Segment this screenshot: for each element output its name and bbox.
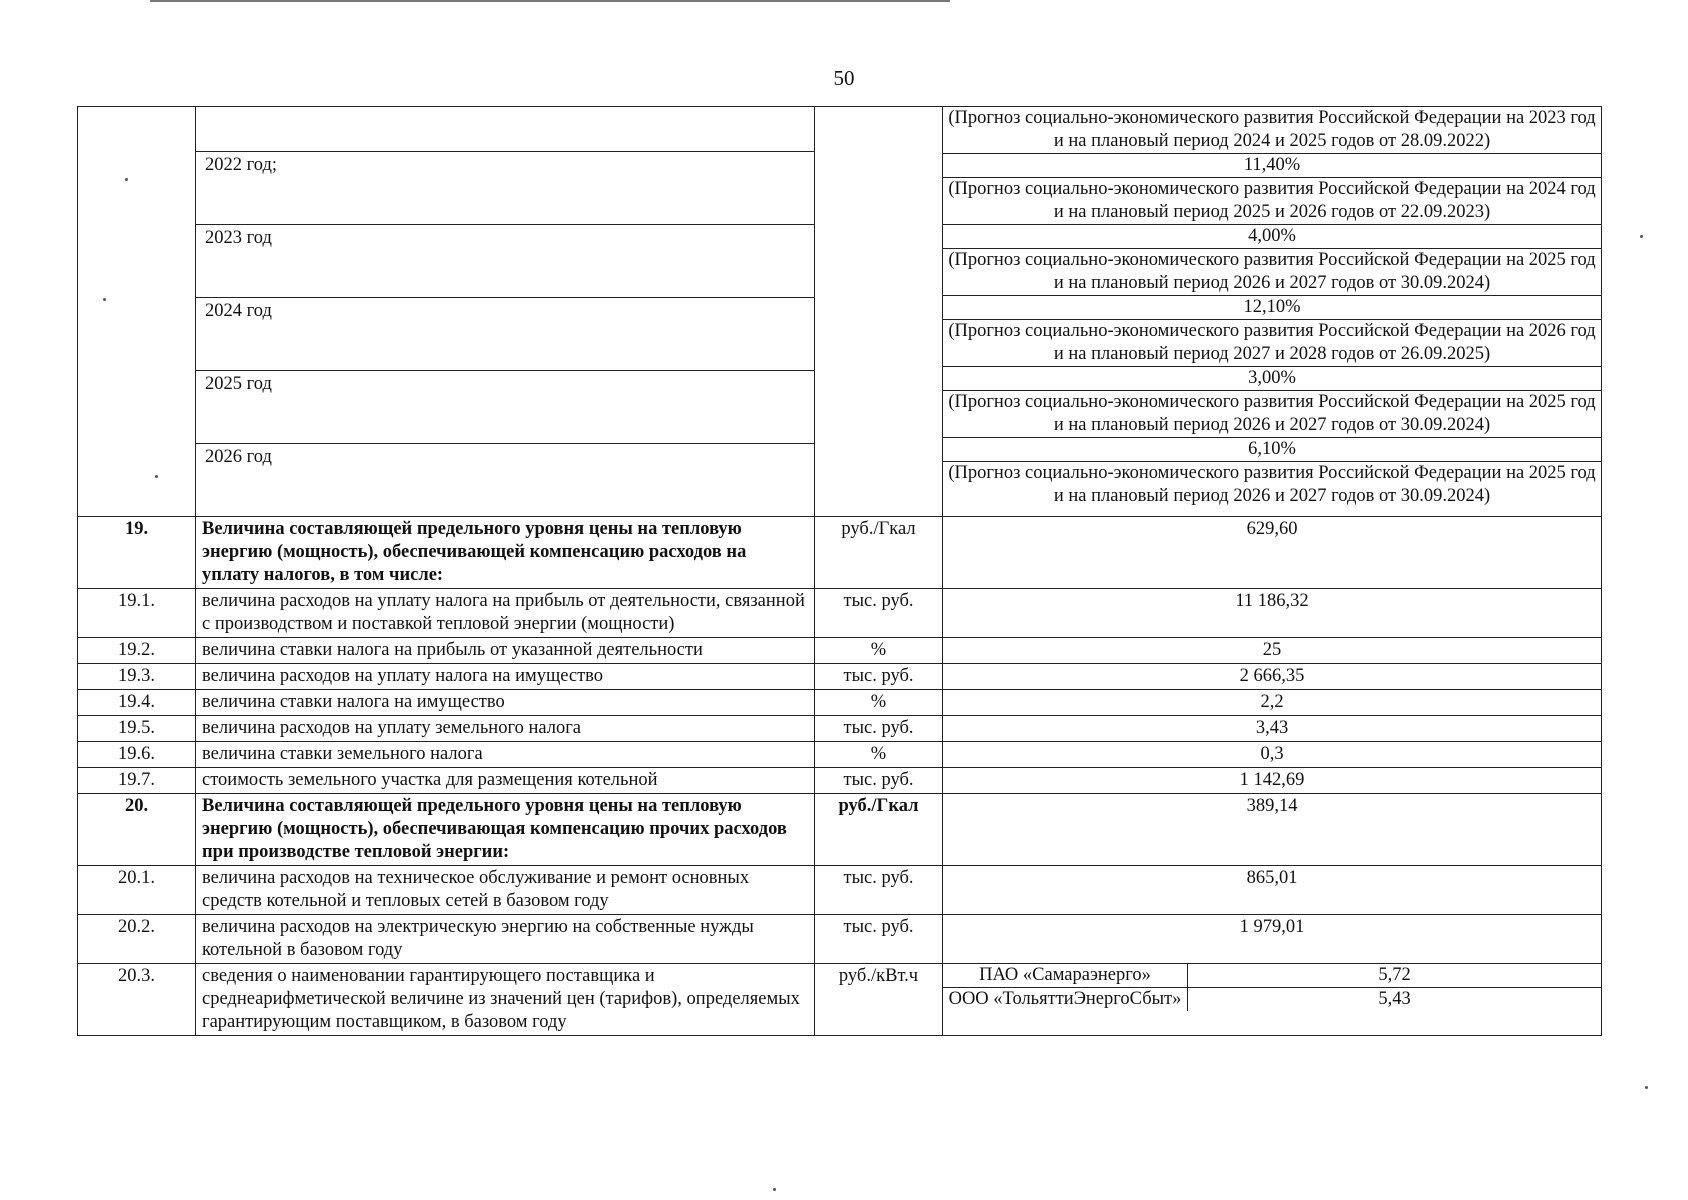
page-number: 50 — [833, 66, 855, 90]
supplier-cell — [943, 964, 1602, 1036]
forecast-num-cell — [78, 107, 196, 517]
row-description: стоимость земельного участка для размещения котельной — [196, 768, 815, 794]
forecast-section-row — [78, 107, 1602, 517]
supplier-price: 5,43 — [1188, 987, 1601, 1011]
table-row — [78, 716, 1602, 742]
row-unit: руб./Гкал — [815, 517, 943, 589]
row-description: величина расходов на уплату налога на прибыль от деятельности, связанной с производством и поставкой тепловой энергии (мощности) — [196, 589, 815, 638]
row-value: 3,43 — [943, 716, 1602, 742]
supplier-name: ПАО «Самараэнерго» — [943, 964, 1188, 987]
row-number: 19.5. — [78, 716, 196, 742]
forecast-value: 6,10% — [943, 437, 1601, 461]
scan-speck — [773, 1188, 776, 1191]
forecast-years-cell — [196, 107, 815, 517]
row-number: 19.7. — [78, 768, 196, 794]
table-row-supplier — [78, 964, 1602, 1036]
forecast-year-label: 2022 год; — [196, 151, 814, 224]
row-value: 2 666,35 — [943, 664, 1602, 690]
row-description: величина расходов на уплату земельного налога — [196, 716, 815, 742]
scan-speck — [155, 475, 158, 478]
row-description: величина ставки земельного налога — [196, 742, 815, 768]
row-description: Величина составляющей предельного уровня цены на тепловую энергию (мощность), обеспечивающей компенсацию расходов на уплату налогов, в том числе: — [196, 517, 815, 589]
row-number: 19. — [78, 517, 196, 589]
row-number: 20.3. — [78, 964, 196, 1036]
table-row — [78, 517, 1602, 589]
table-row — [78, 742, 1602, 768]
forecast-note: (Прогноз социально-экономического развития Российской Федерации на 2025 год и на плановый период 2026 и 2027 годов от 30.09.2024) — [943, 390, 1601, 437]
row-number: 19.1. — [78, 589, 196, 638]
scan-speck — [125, 178, 128, 181]
forecast-note: (Прогноз социально-экономического развития Российской Федерации на 2025 год и на плановый период 2026 и 2027 годов от 30.09.2024) — [943, 461, 1601, 508]
table-row — [78, 915, 1602, 964]
year-block-header — [196, 107, 814, 151]
scan-speck — [1645, 1086, 1648, 1089]
row-number: 19.4. — [78, 690, 196, 716]
forecast-note: (Прогноз социально-экономического развития Российской Федерации на 2024 год и на плановый период 2025 и 2026 годов от 22.09.2023) — [943, 177, 1601, 224]
forecast-value: 11,40% — [943, 153, 1601, 177]
table-row — [78, 794, 1602, 866]
row-unit: % — [815, 638, 943, 664]
forecast-year-label: 2024 год — [196, 297, 814, 370]
row-unit: тыс. руб. — [815, 664, 943, 690]
forecast-year-label: 2026 год — [196, 443, 814, 516]
forecast-note: (Прогноз социально-экономического развития Российской Федерации на 2026 год и на плановый период 2027 и 2028 годов от 26.09.2025) — [943, 319, 1601, 366]
row-unit: руб./Гкал — [815, 794, 943, 866]
row-description: величина расходов на уплату налога на имущество — [196, 664, 815, 690]
row-unit: руб./кВт.ч — [815, 964, 943, 1036]
row-description: величина расходов на электрическую энергию на собственные нужды котельной в базовом году — [196, 915, 815, 964]
forecast-value: 12,10% — [943, 295, 1601, 319]
forecast-year-label: 2023 год — [196, 224, 814, 297]
supplier-grid — [943, 964, 1601, 1011]
table-row — [78, 690, 1602, 716]
forecast-value: 4,00% — [943, 224, 1601, 248]
scan-edge-line — [150, 0, 950, 2]
scan-speck — [103, 298, 106, 301]
row-unit: % — [815, 690, 943, 716]
row-value: 11 186,32 — [943, 589, 1602, 638]
forecast-unit-cell — [815, 107, 943, 517]
supplier-price: 5,72 — [1378, 965, 1411, 985]
row-value: 25 — [943, 638, 1602, 664]
row-value: 865,01 — [943, 866, 1602, 915]
row-unit: тыс. руб. — [815, 716, 943, 742]
row-value: 1 142,69 — [943, 768, 1602, 794]
row-number: 19.2. — [78, 638, 196, 664]
forecast-header-note: (Прогноз социально-экономического развития Российской Федерации на 2023 год и на плановый период 2024 и 2025 годов от 28.09.2022) — [948, 108, 1596, 151]
row-description: величина ставки налога на прибыль от указанной деятельности — [196, 638, 815, 664]
row-number: 20.2. — [78, 915, 196, 964]
table-row — [78, 866, 1602, 915]
row-number: 20. — [78, 794, 196, 866]
tariff-table — [77, 106, 1602, 1036]
row-description: величина расходов на техническое обслуживание и ремонт основных средств котельной и тепловых сетей в базовом году — [196, 866, 815, 915]
row-number: 20.1. — [78, 866, 196, 915]
table-row — [78, 768, 1602, 794]
row-unit: тыс. руб. — [815, 866, 943, 915]
row-value: 389,14 — [943, 794, 1602, 866]
forecast-values-cell — [943, 107, 1602, 517]
row-description: Величина составляющей предельного уровня цены на тепловую энергию (мощность), обеспечивающая компенсацию прочих расходов при производстве тепловой энергии: — [196, 794, 815, 866]
row-number: 19.6. — [78, 742, 196, 768]
row-description: сведения о наименовании гарантирующего поставщика и среднеарифметической величине из значений цен (тарифов), определяемых гарантирующим поставщиком, в базовом году — [196, 964, 815, 1036]
row-value: 2,2 — [943, 690, 1602, 716]
forecast-value: 3,00% — [943, 366, 1601, 390]
row-value: 629,60 — [943, 517, 1602, 589]
forecast-note: (Прогноз социально-экономического развития Российской Федерации на 2025 год и на плановый период 2026 и 2027 годов от 30.09.2024) — [943, 248, 1601, 295]
row-unit: тыс. руб. — [815, 589, 943, 638]
supplier-name: ООО «ТольяттиЭнергоСбыт» — [943, 987, 1188, 1011]
table-row — [78, 589, 1602, 638]
row-description: величина ставки налога на имущество — [196, 690, 815, 716]
row-unit: % — [815, 742, 943, 768]
row-value: 0,3 — [943, 742, 1602, 768]
row-unit: тыс. руб. — [815, 915, 943, 964]
table-row — [78, 638, 1602, 664]
forecast-year-label: 2025 год — [196, 370, 814, 443]
row-unit: тыс. руб. — [815, 768, 943, 794]
scan-speck — [1640, 235, 1643, 238]
row-value: 1 979,01 — [943, 915, 1602, 964]
table-row — [78, 664, 1602, 690]
row-number: 19.3. — [78, 664, 196, 690]
